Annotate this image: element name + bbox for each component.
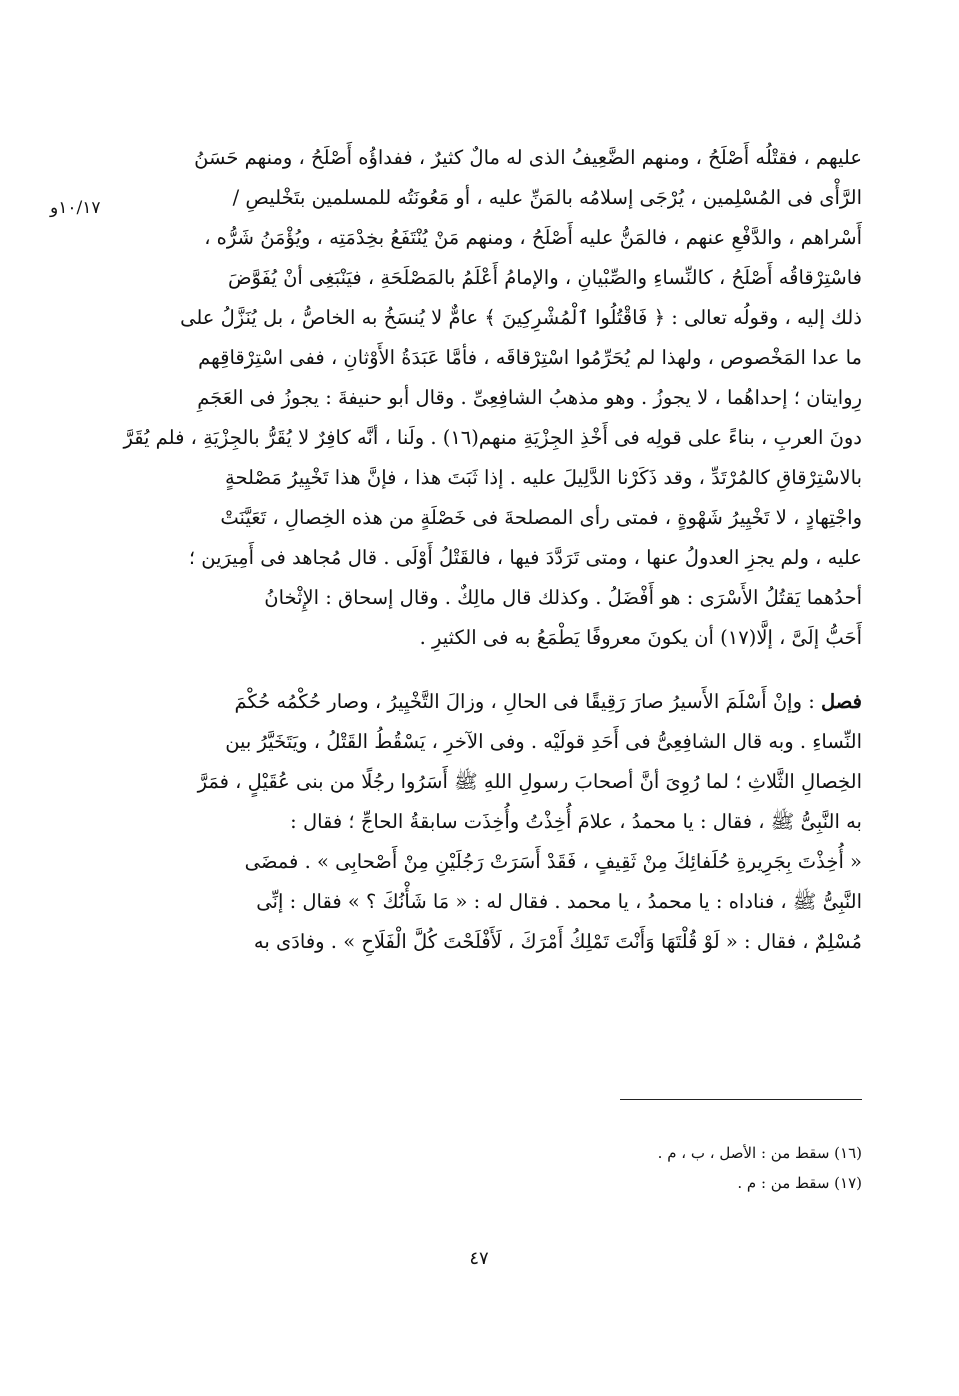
text-line: واجْتِهادٍ ، لا تَخْيِيرُ شَهْوةٍ ، فمتى رأى المصلحةَ فى خَصْلَةٍ من هذه الخِصالِ ، تَعَيَّنَتْ xyxy=(220,506,862,529)
footnotes xyxy=(560,1138,862,1198)
text-line: دونَ العربِ ، بناءً على قولِه فى أَخْذِ الجِزْيَةِ منهم(١٦) . ولَنا ، أنَّه كافِرٌ لا يُقَرُّ بالجِزْيَةِ ، فلم يُقَرَّ xyxy=(123,426,862,449)
text-line: فاسْتِرْقاقُه أَصْلَحُ ، كالنِّساءِ والصِّبْيانِ ، والإمامُ أَعْلَمُ بالمَصْلَحَةِ ، فيَنْبَغِى أنْ يُفَوَّضَ xyxy=(227,266,862,289)
text-line: أحدُهما يَقتُلُ الأَسْرَى : هو أَفْضَلُ . وكذلك قال مالِكٌ . وقال إسحاق : الإِثْخانُ xyxy=(264,586,862,609)
text-line: ما عدا المَخْصوص ، ولهذا لم يُحَرِّمُوا اسْتِرْقاقَه ، فأمَّا عَبَدَةُ الأَوْثانِ ، ففى اسْتِرْقاقِهم xyxy=(198,346,862,369)
footnote-separator xyxy=(620,1099,862,1100)
page-number: ٤٧ xyxy=(469,1248,489,1269)
text-line: رِوايتان ؛ إحداهُما ، لا يجوزُ . وهو مذهبُ الشافِعِىِّ . وقال أبو حنيفةَ : يجوزُ فى العَجَمِ xyxy=(197,386,862,409)
section-first-line xyxy=(158,682,862,722)
text-line: النِّساءِ . وبه قال الشافِعِىُّ فى أَحَدِ قولَيْه . وفى الآخرِ ، يَسْقُطُ القَتْلُ ، ويَتَخَيَّرُ بين xyxy=(225,730,862,753)
text-line: : وإنْ أَسْلَمَ الأَسيرُ صارَ رَقِيقًا فى الحالِ ، وزالَ التَّخْيِيرُ ، وصار حُكْمُه حُكْمَ xyxy=(234,690,821,713)
text-line: ذلك إليه ، وقولُه تعالى : ﴿ فَاقْتُلُوا ٱلْمُشْرِكِينَ ﴾ عامٌّ لا يُنسَخُ به الخاصُّ ، بل يُنَزَّلُ على xyxy=(180,306,862,329)
footnote: (١٦) سقط من : الأصل ، ب ، م . xyxy=(657,1144,862,1162)
text-line: عليهم ، فقتْلُه أَصْلَحُ ، ومنهم الضَّعِيفُ الذى له مالٌ كثيرٌ ، ففداؤُه أَصْلَحُ ، ومنهم حَسَنُ xyxy=(194,146,862,169)
text-line: « أُخِذْتَ بِجَرِيرةِ حُلَفائِكَ مِنْ ثَقِيفٍ ، فَقَدْ أَسَرَتْ رَجُلَيْنِ مِنْ أَصْحابِى » . فمضَى xyxy=(244,850,862,873)
text-line: الخِصالِ الثَّلاثِ ؛ لما رُوِىَ أنَّ أصحابَ رسولِ اللهِ ﷺ أَسَرُوا رجُلًا من بنى عُقَيْلٍ ، فمَرَّ xyxy=(197,770,862,793)
paragraph-gap xyxy=(158,658,862,682)
footnote: (١٧) سقط من : م . xyxy=(737,1174,862,1192)
text-line: الرَّأْى فى المُسْلِمين ، يُرْجَى إسلامُه بالمَنِّ عليه ، أو مَعُونَتُه للمسلمين بتَخْليصِ / xyxy=(232,186,862,209)
main-text xyxy=(123,138,862,962)
margin-folio-note: ١٠/١٧و xyxy=(50,198,101,218)
text-line: به النَّبِىُّ ﷺ ، فقال : يا محمدُ ، علامَ أُخِذْتُ وأُخِذَت سابقةُ الحاجِّ ؛ فقال : xyxy=(290,810,862,833)
text-line: أَسْراهم ، والدَّفْعِ عنهم ، فالمَنُّ عليه أَصْلَحُ ، ومنهم مَنْ يُنْتَفَعُ بخِدْمَتِه ، ويُؤْمَنُ شَرُّه ، xyxy=(204,226,862,249)
text-line: مُسْلِمٌ ، فقال : « لَوْ قُلْتَهَا وَأَنْتَ تَمْلِكُ أَمْرَكَ ، لَأَفْلَحْتَ كُلَّ الْفَلَاحِ » . وفادَى به xyxy=(253,930,862,953)
text-line: النَّبِىُّ ﷺ ، فناداه : يا محمدُ ، يا محمد . فقال له : « مَا شَأْنُكَ ؟ » فقال : إنِّى xyxy=(256,890,862,913)
section-heading: فصل xyxy=(821,690,862,713)
text-line: بالاسْتِرْقاقِ كالمُرْتَدِّ ، وقد ذَكَرْنا الدَّلِيلَ عليه . إذا ثَبَتَ هذا ، فإنَّ هذا تَخْيِيرُ مَصْلحةٍ xyxy=(224,466,862,489)
text-line: عليه ، ولم يجزِ العدولُ عنها ، ومتى تَرَدَّدَ فيها ، فالقَتْلُ أَوْلَى . قال مُجاهد فى أَمِيرَين ؛ xyxy=(188,546,862,569)
text-line: أَحَبُّ إلَىَّ ، إلَّا(١٧) أن يكونَ معروفًا يَطْمَعُ به فى الكثيرِ . xyxy=(419,626,862,649)
